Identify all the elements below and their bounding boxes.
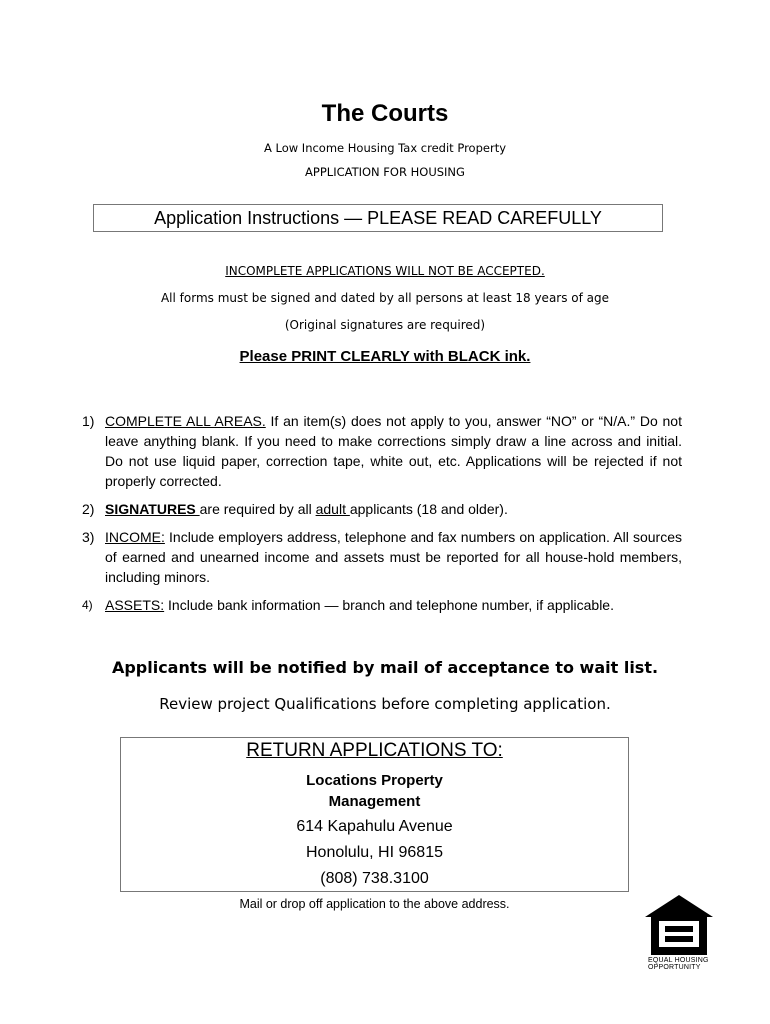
- item-text: If an item(s) does not apply to you, answer “NO” or “N/A.” Do not leave anything blank. If you need to make corrections simply draw a line across and initial. Do not use liquid paper, correction tape, white out, etc. Applications will be rejected if not properly corrected.: [105, 413, 682, 489]
- item-heading: COMPLETE ALL AREAS.: [105, 413, 266, 429]
- page-title: The Courts: [321, 100, 449, 127]
- original-signatures-notice: (Original signatures are required): [284, 318, 486, 332]
- item-number: 4): [82, 598, 93, 612]
- item-heading: INCOME:: [105, 529, 165, 545]
- street-address: 614 Kapahulu Avenue: [296, 818, 453, 835]
- list-item: [82, 411, 682, 491]
- item-number: 3): [82, 529, 95, 545]
- instructions-heading: Application Instructions — PLEASE READ CAREFULLY: [154, 208, 602, 228]
- instruction-list: [82, 411, 682, 623]
- signature-age-notice: All forms must be signed and dated by all persons at least 18 years of age: [160, 291, 610, 305]
- item-text: Include employers address, telephone and fax numbers on application. All sources of earned and unearned income and assets must be reported for all house-hold members, including minors.: [105, 529, 682, 585]
- notification-statement: Applicants will be notified by mail of acceptance to wait list.: [111, 658, 659, 677]
- company-name: Locations Property Management: [306, 772, 443, 810]
- item-number: 1): [82, 413, 95, 429]
- print-clearly-notice: Please PRINT CLEARLY with BLACK ink.: [239, 348, 531, 365]
- item-text: applicants (18 and older).: [349, 501, 508, 517]
- item-number: 2): [82, 501, 95, 517]
- phone-number: (808) 738.3100: [320, 870, 429, 887]
- mail-note: Mail or drop off application to the above address.: [239, 897, 510, 911]
- instructions-heading-box: [93, 204, 663, 232]
- city-state-zip: Honolulu, HI 96815: [306, 844, 443, 861]
- item-text: are required by all: [199, 501, 316, 517]
- item-heading: ASSETS:: [105, 597, 165, 613]
- return-address-box: [120, 737, 629, 892]
- item-text: Include bank information — branch and telephone number, if applicable.: [164, 597, 614, 613]
- equal-housing-text: EQUAL HOUSING OPPORTUNITY: [648, 957, 709, 971]
- incomplete-notice: INCOMPLETE APPLICATIONS WILL NOT BE ACCEPTED.: [225, 264, 545, 278]
- list-item: [82, 499, 682, 519]
- application-type: APPLICATION FOR HOUSING: [305, 165, 465, 179]
- item-heading: SIGNATURES: [105, 501, 200, 517]
- review-statement: Review project Qualifications before completing application.: [159, 695, 611, 713]
- list-item: [82, 595, 682, 615]
- list-item: [82, 527, 682, 587]
- return-heading: RETURN APPLICATIONS TO:: [246, 740, 503, 761]
- item-underlined-word: adult: [315, 501, 350, 517]
- property-subtitle: A Low Income Housing Tax credit Property: [263, 141, 507, 155]
